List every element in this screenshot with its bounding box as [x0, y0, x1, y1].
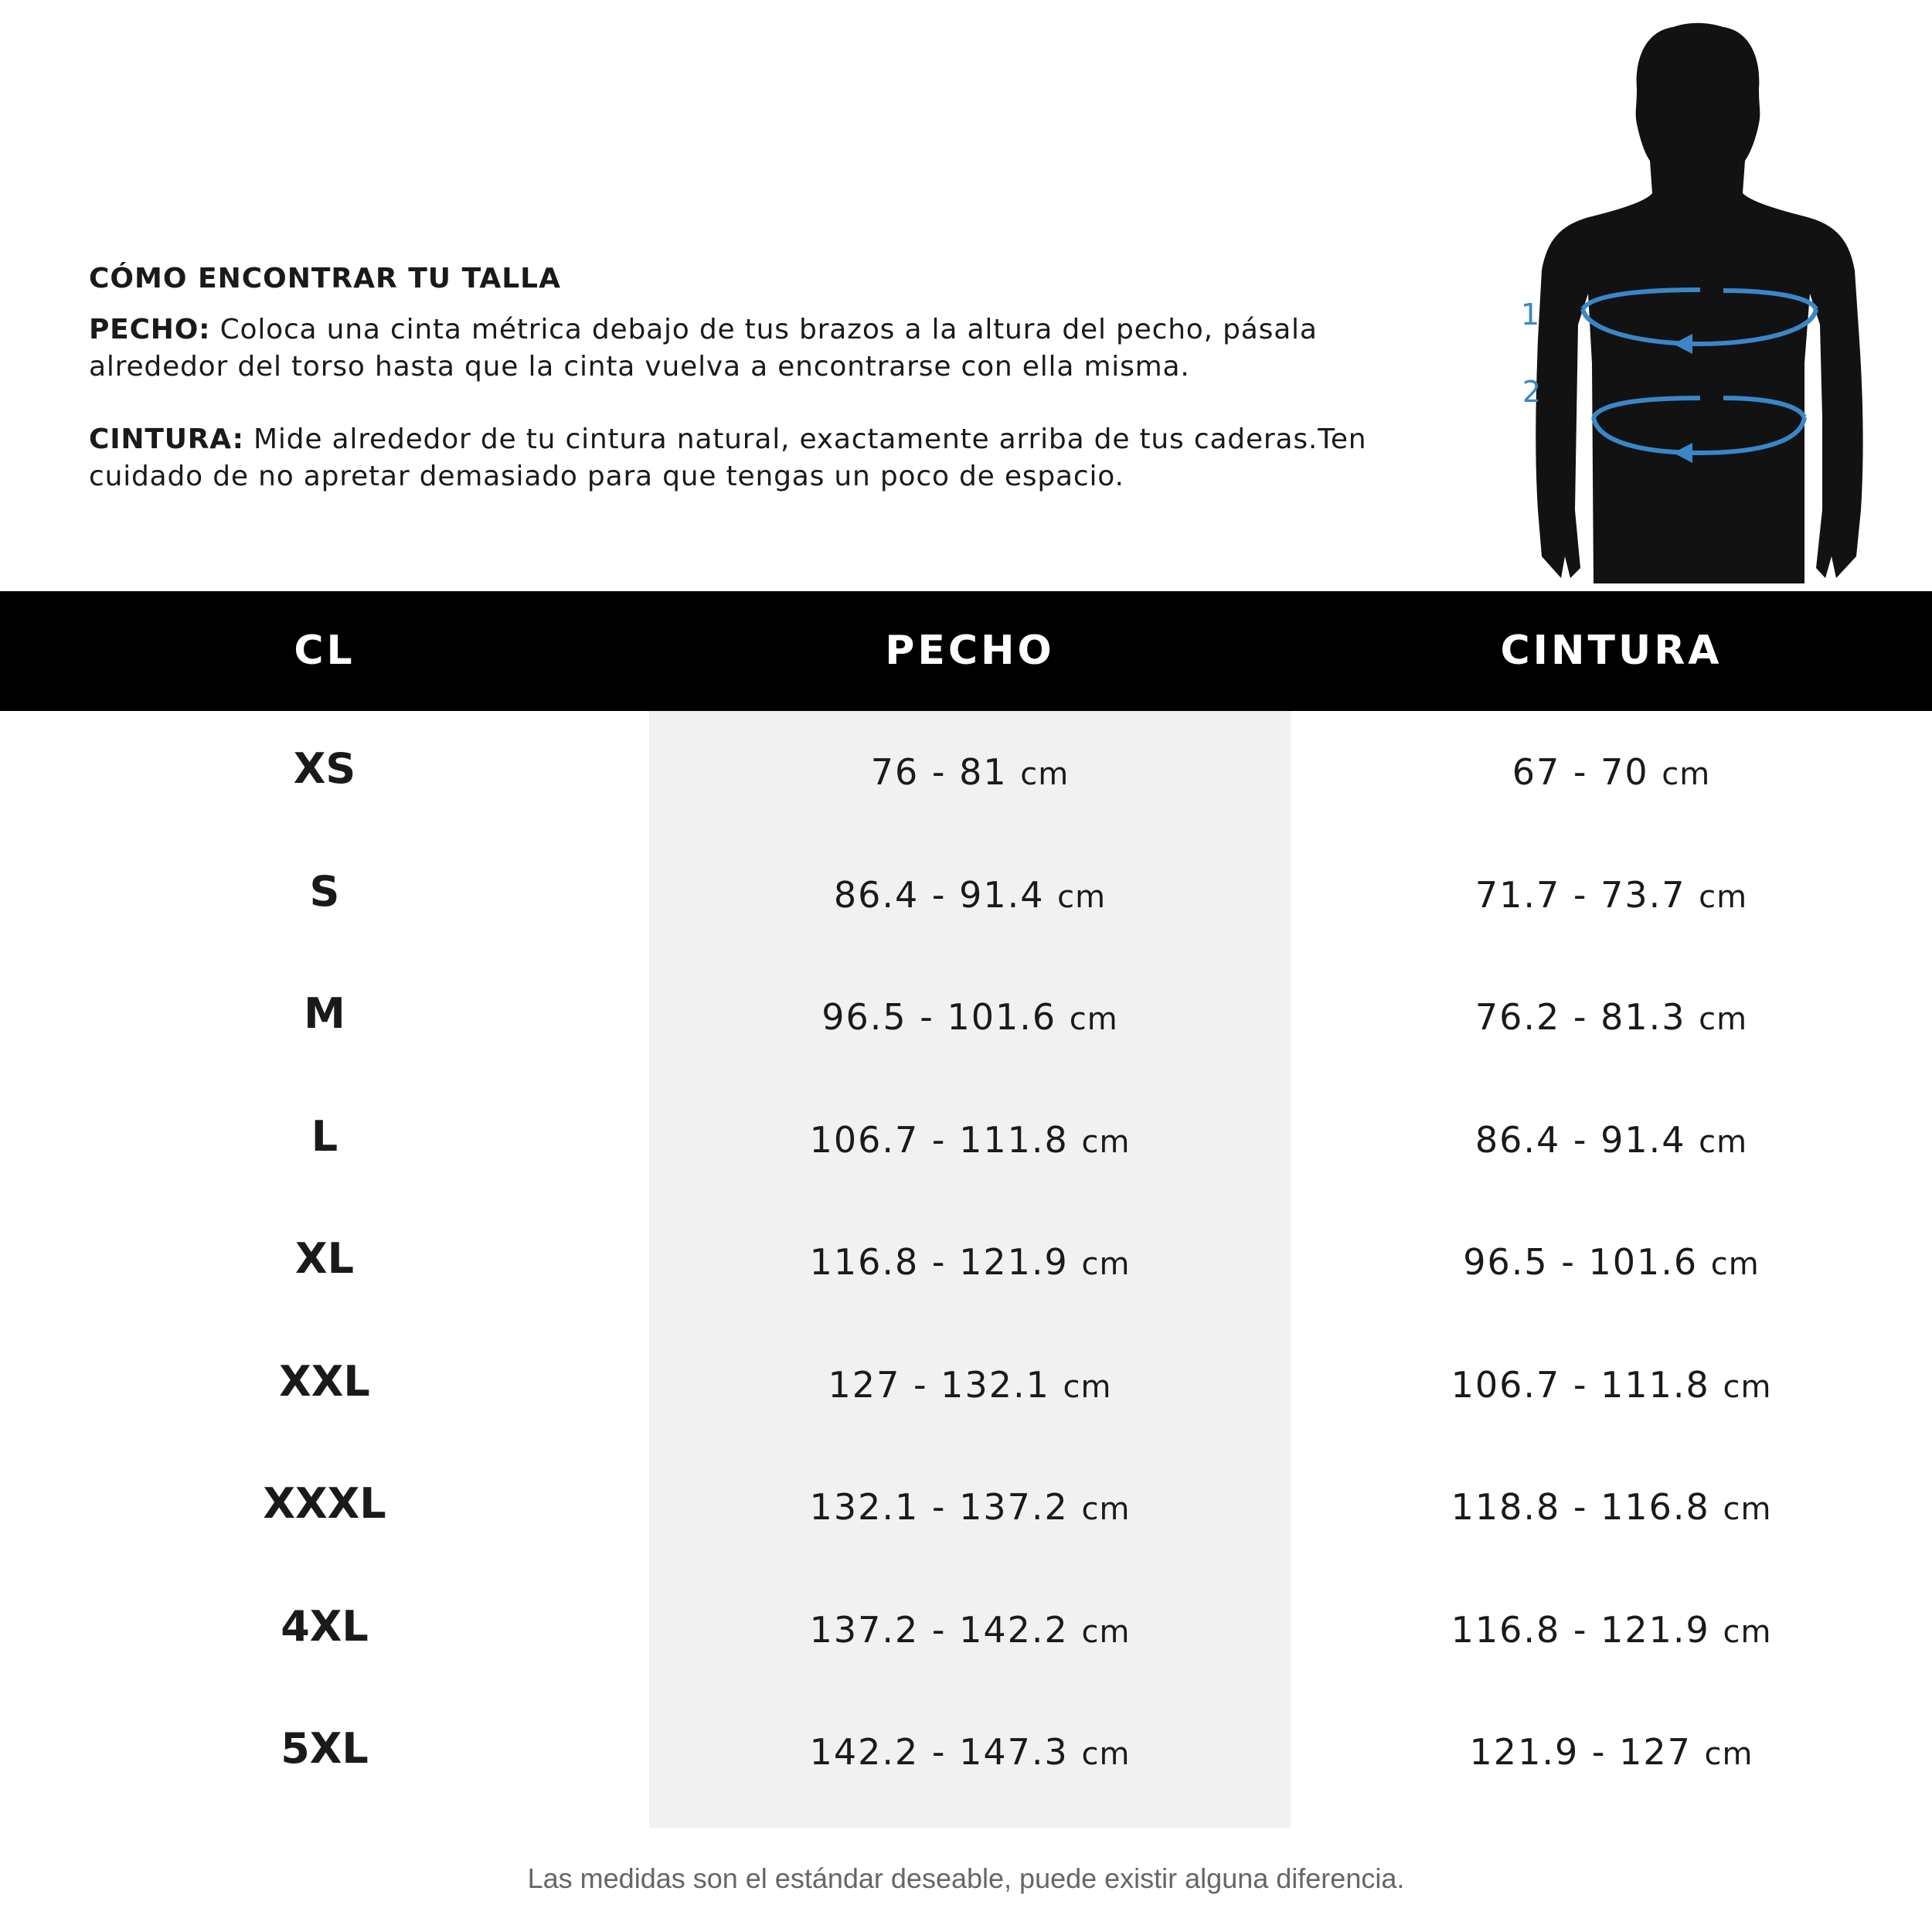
pecho-value: 116.8 - 121.9 [809, 1241, 1069, 1283]
size-cell: XS [293, 744, 356, 793]
header-size: CL [294, 628, 355, 674]
unit-label: cm [1081, 1736, 1131, 1772]
cintura-text: Mide alrededor de tu cintura natural, exactamente arriba de tus caderas.Ten cuidado de no apretar demasiado para que tengas un poco de espacio. [89, 423, 1367, 492]
pecho-cell [810, 1691, 1131, 1815]
unit-label: cm [1662, 757, 1711, 792]
cintura-instructions [89, 421, 1449, 495]
table-row [0, 1201, 1932, 1323]
table-row [0, 1446, 1932, 1568]
pecho-cell [810, 1201, 1131, 1325]
unit-label: cm [1069, 1002, 1118, 1037]
unit-label: cm [1723, 1614, 1772, 1650]
instructions [89, 263, 1449, 531]
pecho-value: 127 - 132.1 [828, 1363, 1050, 1406]
cintura-value: 121.9 - 127 [1469, 1731, 1692, 1773]
table-row [0, 1691, 1932, 1813]
cintura-cell [1451, 1324, 1772, 1448]
pecho-cell [821, 956, 1118, 1080]
unit-label: cm [1699, 1002, 1748, 1037]
pecho-cell [871, 711, 1070, 835]
table-row [0, 834, 1932, 956]
cintura-value: 76.2 - 81.3 [1475, 996, 1686, 1038]
table-row [0, 1079, 1932, 1201]
pecho-value: 76 - 81 [870, 751, 1008, 793]
unit-label: cm [1723, 1492, 1772, 1527]
unit-label: cm [1020, 757, 1070, 792]
pecho-value: 96.5 - 101.6 [821, 996, 1057, 1038]
pecho-cell [834, 834, 1106, 958]
size-cell: 4XL [281, 1601, 369, 1651]
unit-label: cm [1057, 879, 1107, 915]
table-row [0, 711, 1932, 833]
body-silhouette-figure [1507, 15, 1878, 583]
pecho-value: 132.1 - 137.2 [809, 1486, 1069, 1528]
cintura-cell [1475, 956, 1747, 1080]
unit-label: cm [1699, 879, 1748, 915]
cintura-value: 67 - 70 [1512, 751, 1649, 793]
cintura-cell [1451, 1446, 1772, 1570]
footer-note: Las medidas son el estándar deseable, puede existir alguna diferencia. [527, 1862, 1405, 1894]
cintura-value: 106.7 - 111.8 [1451, 1363, 1710, 1406]
cintura-label: CINTURA: [89, 423, 244, 455]
cintura-cell [1463, 1201, 1760, 1325]
marker-2: 2 [1522, 375, 1542, 409]
pecho-value: 137.2 - 142.2 [809, 1608, 1069, 1651]
pecho-value: 142.2 - 147.3 [809, 1731, 1069, 1773]
pecho-value: 106.7 - 111.8 [809, 1118, 1069, 1161]
cintura-cell [1475, 834, 1747, 958]
unit-label: cm [1723, 1369, 1772, 1405]
instructions-title: CÓMO ENCONTRAR TU TALLA [89, 263, 561, 294]
cintura-value: 86.4 - 91.4 [1475, 1118, 1686, 1161]
header-pecho: PECHO [885, 628, 1055, 674]
cintura-cell [1512, 711, 1711, 835]
pecho-instructions [89, 311, 1449, 386]
size-cell: S [309, 866, 340, 916]
table-header [0, 591, 1932, 711]
cintura-value: 116.8 - 121.9 [1451, 1608, 1710, 1651]
table-row [0, 1324, 1932, 1446]
size-cell: XL [294, 1234, 355, 1283]
cintura-cell [1470, 1691, 1753, 1815]
size-cell: L [311, 1111, 338, 1161]
table-row [0, 1569, 1932, 1691]
size-cell: 5XL [281, 1724, 369, 1773]
cintura-cell [1451, 1569, 1772, 1693]
cintura-cell [1475, 1079, 1747, 1203]
size-cell: XXL [279, 1356, 370, 1406]
pecho-text: Coloca una cinta métrica debajo de tus brazos a la altura del pecho, pásala alrededor del torso hasta que la cinta vuelva a encontrarse con ella misma. [89, 314, 1318, 383]
pecho-label: PECHO: [89, 314, 211, 345]
size-cell: M [304, 989, 345, 1038]
cintura-value: 118.8 - 116.8 [1451, 1486, 1710, 1528]
pecho-cell [810, 1569, 1131, 1693]
table-row [0, 956, 1932, 1078]
unit-label: cm [1081, 1614, 1131, 1650]
cintura-value: 71.7 - 73.7 [1475, 873, 1686, 916]
unit-label: cm [1063, 1369, 1112, 1405]
pecho-cell [828, 1324, 1112, 1448]
pecho-value: 86.4 - 91.4 [833, 873, 1045, 916]
unit-label: cm [1704, 1736, 1753, 1772]
marker-1: 1 [1520, 298, 1540, 332]
unit-label: cm [1699, 1124, 1748, 1160]
cintura-value: 96.5 - 101.6 [1463, 1241, 1699, 1283]
pecho-cell [810, 1446, 1131, 1570]
unit-label: cm [1081, 1492, 1131, 1527]
pecho-cell [810, 1079, 1131, 1203]
unit-label: cm [1081, 1247, 1131, 1282]
size-cell: XXXL [263, 1479, 386, 1528]
header-cintura: CINTURA [1500, 628, 1723, 674]
unit-label: cm [1710, 1247, 1760, 1282]
unit-label: cm [1081, 1124, 1131, 1160]
